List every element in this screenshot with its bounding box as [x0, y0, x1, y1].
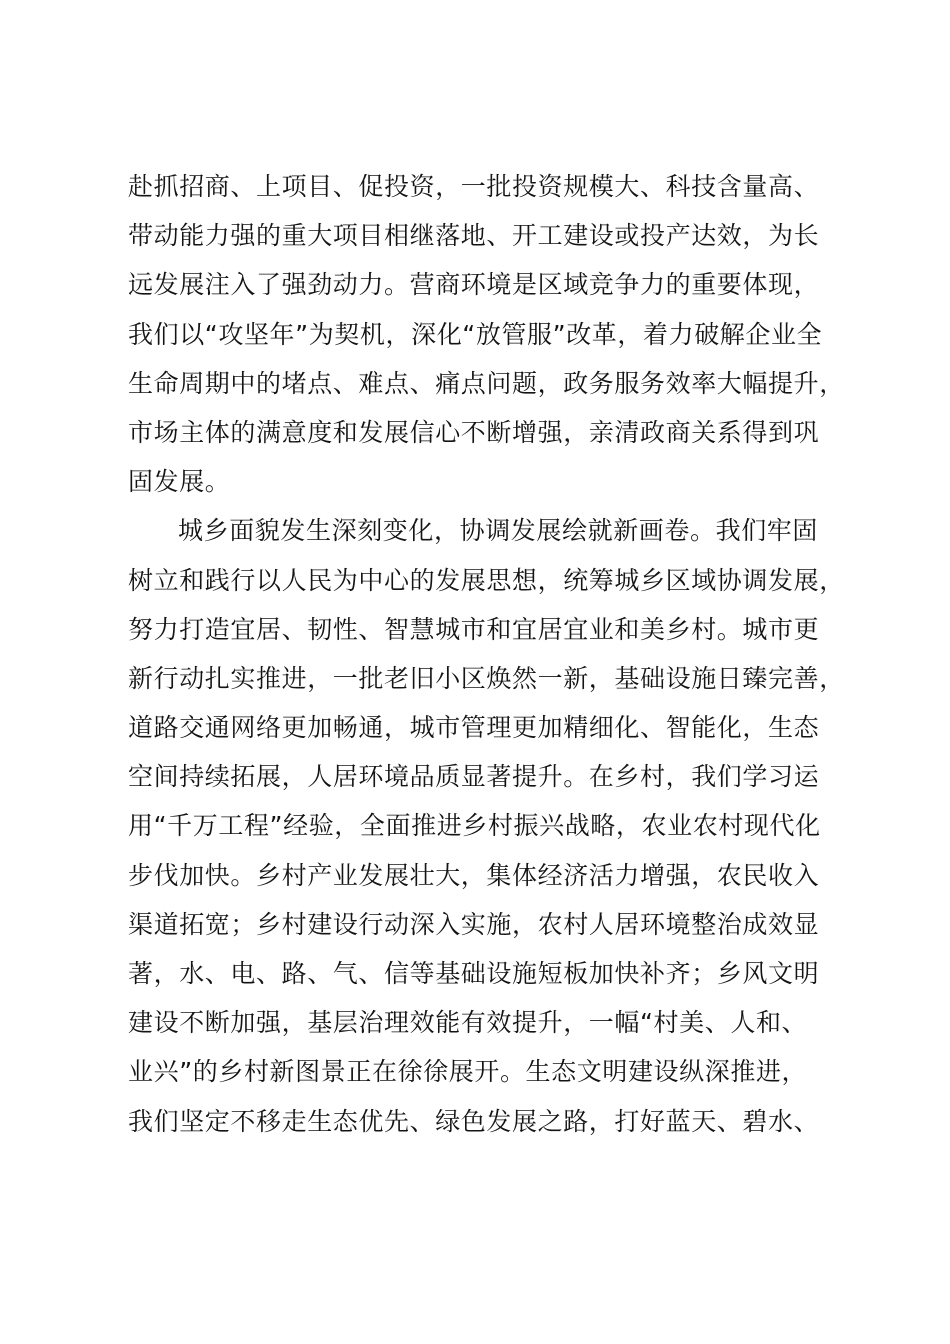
text-line: 生命周期中的堵点、难点、痛点问题，政务服务效率大幅提升， [128, 368, 845, 398]
text-line: 赴抓招商、上项目、促投资，一批投资规模大、科技含量高、 [128, 172, 820, 201]
text-line: 远发展注入了强劲动力。营商环境是区域竞争力的重要体现， [128, 270, 820, 300]
text-line: 渠道拓宽；乡村建设行动深入实施，农村人居环境整治成效显 [128, 909, 820, 939]
text-line: 用“千万工程”经验，全面推进乡村振兴战略，农业农村现代化 [128, 811, 821, 841]
text-line: 努力打造宜居、韧性、智慧城市和宜居宜业和美乡村。城市更 [128, 614, 820, 644]
text-line: 新行动扎实推进，一批老旧小区焕然一新，基础设施日臻完善， [128, 663, 845, 693]
text-line: 道路交通网络更加畅通，城市管理更加精细化、智能化，生态 [128, 713, 820, 743]
text-line: 我们坚定不移走生态优先、绿色发展之路，打好蓝天、碧水、 [128, 1106, 820, 1136]
text-line: 城乡面貌发生深刻变化，协调发展绘就新画卷。我们牢固 [178, 516, 819, 546]
text-line: 空间持续拓展，人居环境品质显著提升。在乡村，我们学习运 [128, 762, 820, 792]
body-text [128, 162, 845, 1146]
text-line: 建设不断加强，基层治理效能有效提升，一幅“村美、人和、 [128, 1008, 808, 1038]
text-line: 带动能力强的重大项目相继落地、开工建设或投产达效，为长 [128, 221, 820, 251]
text-line: 树立和践行以人民为中心的发展思想，统筹城乡区域协调发展， [128, 565, 845, 595]
text-line: 固发展。 [128, 467, 231, 497]
text-line: 业兴”的乡村新图景正在徐徐展开。生态文明建设纵深推进， [128, 1057, 808, 1087]
text-line: 著，水、电、路、气、信等基础设施短板加快补齐；乡风文明 [128, 959, 820, 988]
paragraph-2 [128, 506, 845, 1145]
text-line: 我们以“攻坚年”为契机，深化“放管服”改革，着力破解企业全 [128, 319, 823, 349]
text-line: 市场主体的满意度和发展信心不断增强，亲清政商关系得到巩 [128, 417, 820, 447]
text-line: 步伐加快。乡村产业发展壮大，集体经济活力增强，农民收入 [128, 860, 820, 890]
paragraph-1 [128, 162, 845, 506]
